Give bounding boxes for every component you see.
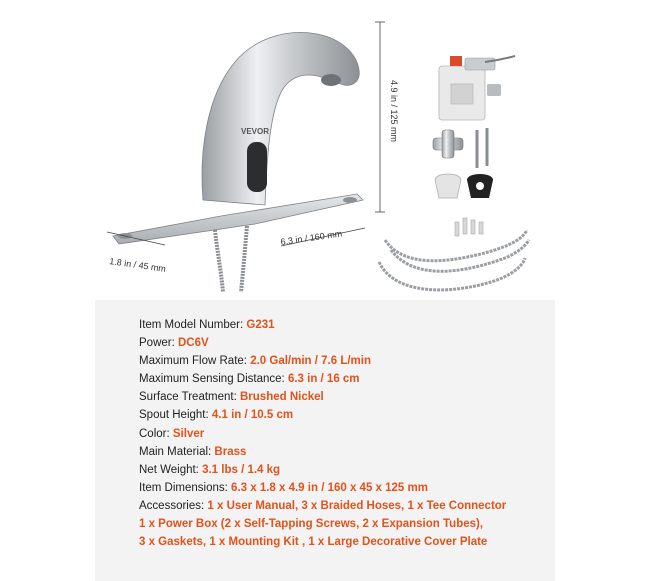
spec-value: 6.3 x 1.8 x 4.9 in / 160 x 45 x 125 mm [231,481,428,494]
product-photo [95,0,555,300]
spec-value: 2.0 Gal/min / 7.6 L/min [250,355,371,368]
product-card [95,0,555,581]
spec-label: Net Weight: [139,463,199,476]
brand-logo: VEVOR [241,127,270,136]
faucet-illustration [95,0,555,300]
supply-hoses [215,226,247,292]
accessories-line-2: 1 x Power Box (2 x Self-Tapping Screws, 2 x Expansion Tubes), [139,518,484,531]
spec-label: Color: [139,427,170,440]
gaskets [435,174,493,198]
spec-label: Main Material: [139,445,212,458]
braided-hoses [379,230,529,290]
spec-value: Brass [214,445,247,458]
spec-label: Maximum Flow Rate: [139,355,247,368]
screws [455,218,483,236]
height-label: 4.9 in / 125 mm [389,80,399,143]
spec-label: Item Dimensions: [139,481,228,494]
faucet [202,32,359,205]
spec-label: Spout Height: [139,409,209,422]
spec-row-power [139,334,549,352]
spec-value: Silver [172,427,205,440]
width-label: 6.3 in / 160 mm [279,228,343,247]
accessories-line-1 [139,497,549,515]
spec-row-model [139,316,549,334]
spec-row-dimensions [139,479,549,497]
mounting-rods [477,128,487,168]
spec-label: Item Model Number: [139,319,244,331]
spec-row-weight [139,461,549,479]
accessories-value: 1 x User Manual, 3 x Braided Hoses, 1 x Tee Connector [207,499,507,512]
height-dimension [375,22,385,212]
tee-connector [433,130,463,158]
spec-value: Brushed Nickel [240,391,324,404]
spec-row-sensing-distance [139,370,549,388]
spec-row-material [139,443,549,461]
spec-label: Maximum Sensing Distance: [139,373,285,386]
spec-value: 3.1 lbs / 1.4 kg [202,463,281,476]
spec-row-spout-height [139,406,549,424]
spec-value: DC6V [178,337,209,350]
spec-label: Surface Treatment: [139,391,237,404]
power-box [439,56,515,120]
depth-label: 1.8 in / 45 mm [108,256,167,274]
accessories-line-3: 3 x Gaskets, 1 x Mounting Kit , 1 x Large Decorative Cover Plate [139,536,488,549]
spec-row-surface [139,388,549,406]
spec-row-color [139,425,549,443]
accessories-label: Accessories: [139,499,205,512]
spec-list [139,316,549,551]
spec-value: 6.3 in / 16 cm [287,373,360,386]
spec-value: 4.1 in / 10.5 cm [211,409,294,422]
spec-value: G231 [246,319,275,331]
spec-label: Power: [139,337,175,350]
spec-row-flow-rate [139,352,549,370]
